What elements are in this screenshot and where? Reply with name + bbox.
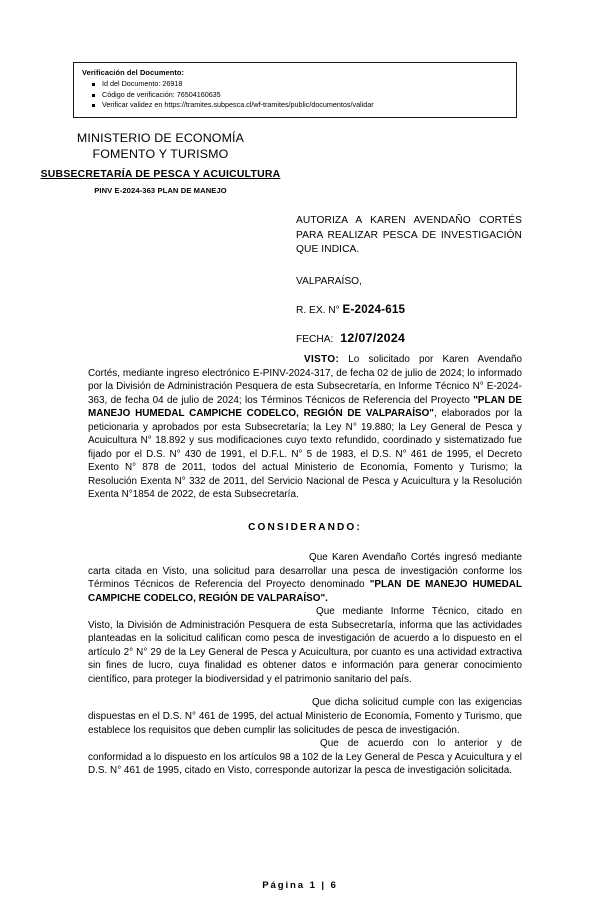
cons2-text: Que mediante Informe Técnico, citado en Visto, la División de Administración Pesquera de esta Subsecretaría, informa que las actividades planteadas en la solicitud califican como pesca de investigación de acuerdo a lo dispuesto en el artículo 2° N° 29 de la Ley General de Pesca y Acuicultura, por cuanto es una actividad extractiva sin fines de lucro, cuya finalidad es obtener datos e información para generar conocimiento científico, para proteger la biodiversidad y el patrimonio sanitario del país. bbox=[88, 606, 522, 685]
visto-text-part-2: , elaborados por la peticionaria y aprobados por esta Subsecretaría; la Ley N° 19.880; la Ley General de Pesca y Acuicultura N° 18.892 y sus modificaciones cuyo texto refundido, coordinado y sistematizado fue fijado por el D.S. N° 430 de 1991, el D.F.L. N° 5 de 1983, el D.S. N° 461 de 1995, el Decreto Exento N° 878 de 2011, todos del actual Ministerio de Economía, Fomento y Turismo; la Resolución Exenta N° 332 de 2011, del Servicio Nacional de Pesca y Acuicultura y la Resolución Exenta N°1854 de 2022, de esta Subsecretaría. bbox=[88, 408, 522, 501]
resolution-date-label: FECHA: bbox=[296, 333, 334, 345]
verification-item-validation-url: Verificar validez en https://tramites.subpesca.cl/wf-tramites/public/documentos/validar bbox=[102, 100, 516, 111]
cons1-text: Que Karen Avendaño Cortés ingresó mediante carta citada en Visto, una solicitud para desarrollar una pesca de investigación conforme los Términos Técnicos de Referencia del Proyecto denominado bbox=[88, 552, 522, 591]
ministry-name-line-1: MINISTERIO DE ECONOMÍA bbox=[76, 131, 245, 145]
visto-keyword: VISTO: bbox=[304, 354, 340, 365]
project-code-label: PINV E-2024-363 PLAN DE MANEJO bbox=[94, 186, 227, 195]
considerando-paragraph-2 bbox=[88, 605, 522, 686]
document-body bbox=[88, 353, 522, 778]
visto-project-name: "PLAN DE MANEJO HUMEDAL CAMPICHE CODELCO, REGIÓN DE VALPARAÍSO" bbox=[88, 394, 523, 420]
considerando-paragraph-1 bbox=[88, 551, 522, 605]
resolution-number-line bbox=[296, 303, 522, 318]
resolution-number-label: R. EX. N° bbox=[296, 304, 340, 316]
resolution-title-block bbox=[296, 214, 522, 347]
verification-item-verification-code: Código de verificación: 76504160635 bbox=[102, 90, 516, 101]
paragraph-gap bbox=[88, 686, 522, 696]
resolution-subject: AUTORIZA A KAREN AVENDAÑO CORTÉS PARA REALIZAR PESCA DE INVESTIGACIÓN QUE INDICA. bbox=[296, 215, 522, 256]
resolution-date-value: 12/07/2024 bbox=[340, 330, 406, 345]
cons4-text: Que de acuerdo con lo anterior y de conformidad a lo dispuesto en los artículos 98 a 102 de la Ley General de Pesca y Acuicultura y el D.S. N° 461 de 1995, citado en Visto, corresponde autorizar la pesca de investigación solicitada. bbox=[88, 738, 522, 777]
verification-box-title: Verificación del Documento: bbox=[82, 68, 185, 77]
ministry-name-line-2: FOMENTO Y TURISMO bbox=[92, 146, 229, 161]
resolution-number-value: E-2024-615 bbox=[342, 302, 406, 316]
cons1-project-name: "PLAN DE MANEJO HUMEDAL CAMPICHE CODELCO, REGIÓN DE VALPARAÍSO". bbox=[88, 579, 522, 604]
verification-items-list bbox=[82, 79, 516, 111]
cons3-text: Que dicha solicitud cumple con las exigencias dispuestas en el D.S. N° 461 de 1995, del actual Ministerio de Economía, Fomento y Turismo, que establece los requisitos que deben cumplir las solicitudes de pesca de investigación. bbox=[88, 697, 522, 736]
verification-item-document-id: Id del Documento: 26918 bbox=[102, 79, 516, 90]
considerando-paragraph-4 bbox=[88, 737, 522, 778]
page-number-footer: Página 1 | 6 bbox=[262, 880, 338, 891]
issuing-city: VALPARAÍSO, bbox=[296, 275, 362, 287]
subsecretaria-name: SUBSECRETARÍA DE PESCA Y ACUICULTURA bbox=[40, 169, 281, 180]
visto-text-part-1: Lo solicitado por Karen Avendaño Cortés, mediante ingreso electrónico E-PINV-2024-317, de fecha 02 de julio de 2024; lo informado por la División de Administración Pesquera de esta Subsecretaría, en Informe Técnico N° E-2024-363, de fecha 04 de julio de 2024; los Términos Técnicos de Referencia del Proyecto bbox=[88, 354, 522, 406]
considerando-paragraph-3 bbox=[88, 696, 522, 737]
resolution-date-line bbox=[296, 331, 522, 347]
considerando-heading: CONSIDERANDO: bbox=[248, 522, 362, 534]
letterhead bbox=[33, 131, 288, 196]
visto-paragraph bbox=[88, 353, 522, 502]
document-verification-box bbox=[73, 62, 517, 118]
